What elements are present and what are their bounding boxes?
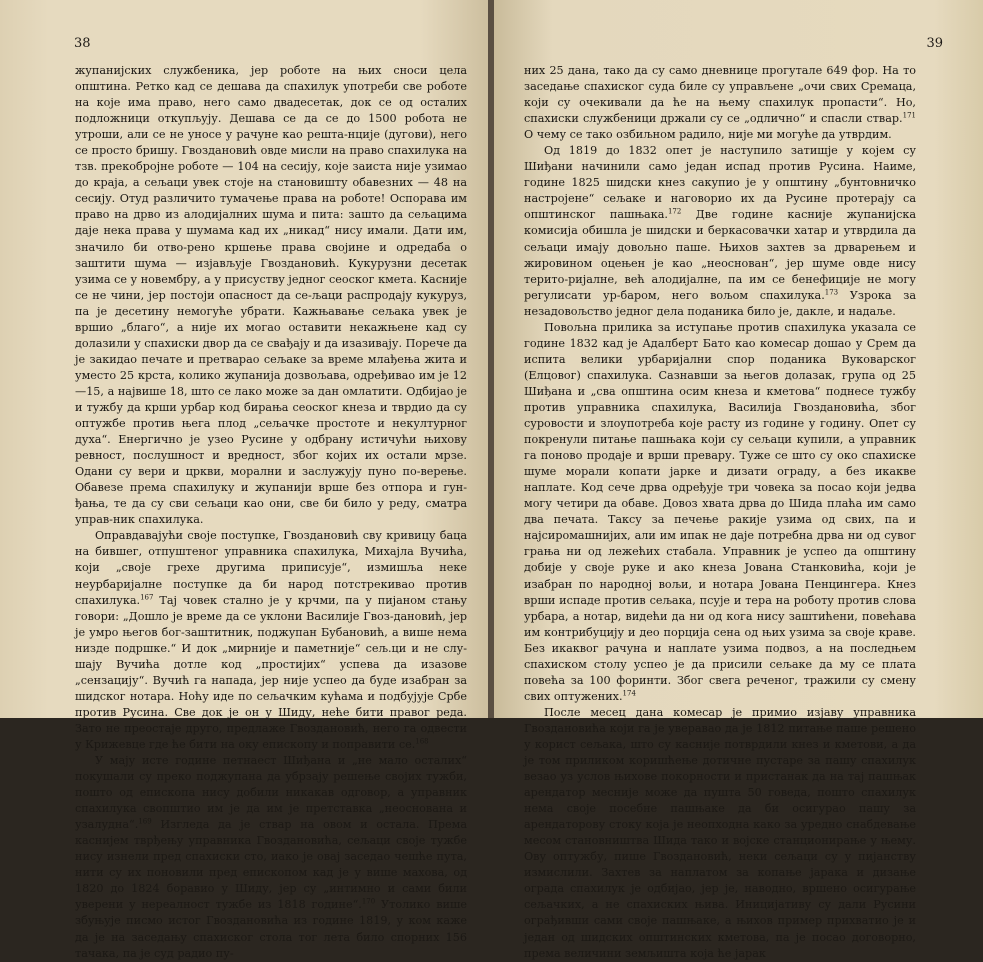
paragraph: Повољна прилика за иступање против спахилука указала се године 1832 кад је Адалберт Бато као комесар дошао у Срем да испита велики урбаријални спор поданика Вуковарског (Елцовог) спахилука. Сазнавши за његов долазак, група од 25 Шиђана и „сва општина осим кнеза и кметова“ поднесе тужбу против управника спахилука, Василија Гвоздановића, због суровости и злоупотреба које расту из године у годину. Опет су покренули питање пашњака који су сељаци купили, а управник га поново продаје и врши превару. Туже се што су око спахиске шуме морали копати јарке и дизати ограду, а без икакве наплате. Код сече дрва одређује три човека за посао који једва могу четири да обаве. Довоз хвата дрва до Шида плаћа им само два печата. Таксу за печење ракије узима од свих, па и најсиромашнијих, али им ипак не даје потребна дрва ни од сувог грања ни од лежећих стабала. Управник је успео да општину добије у своје руке и ако кнеза Јована Станковића, који је изабран по народној вољи, и нотара Јована Пенцингера. Кнез врши испаде против сељака, псује и тера на роботу против слова урбара, а нотар, видећи да ни од кога нису заштићени, повећава им контрибуцију и део порција сена од њих узима за своје краве. Без икаквог рачуна и наплате узима подвоз, а на последњем спахиском столу успео је да присили сељаке да му се плата повећа за 100 форинти. Због свега реченог, тражили су смену свих оптужених.$^{174}$ [524,320,916,703]
paragraph: Оправдавајући своје поступке, Гвоздановић сву кривицу баца на бившег, отпуштеног управника спахилука, Михајла Вучића, који „своје грехе другима приписује“, измишља неке неурбаријалне поступке да би народ потстрекивао против спахилука.$^{167}$ Тај човек стално је у крчми, па у пијаном стању говори: „Дошло је време да се уклони Василије Гвоз-дановић, јер је умро његов бог-заштитник, поджупан Бубановић, а више нема низде подршке.“ И док „мирније и паметније“ сељ.ци и не слу-шају Вучића дотле код „простијих“ успева да изазове „сензацију“. Вучић га напада, јер није успео да буде изабран за шидског нотара. Ноћу иде по сељачким кућама и подбујује Србе против Русина. Све док је он у Шиду, неће бити правог реда. Зато не преостаје друго, предлаже Гвоздановић, него га одвести у Крижевце где ће бити на оку епископу и поправити се.$^{168}$ [75,529,467,751]
paragraph: Од 1819 до 1832 опет је наступило затишје у којем су Шиђани начинили само један испад против Русина. Наиме, године 1825 шидски кнез сакупио је у општину „бунтовничко настројене“ сељаке и наговорио их да Русине протерају са општинског пашњака.$^{172}$ Две године касније жупанијска комисија обишла је шидски и беркасовачки хатар и утврдила да сељаци имају довољно паше. Њихов захтев за дрварењем и жировином оцењен је као „неоснован“, јер шуме овде нису терито-ријалне, већ алодијалне, па им се бенефиције не могу регулисати ур-баром, него вољом спахилука.$^{173}$ Узрока за незадовољство једног дела поданика било је, дакле, и надаље. [524,144,917,318]
paragraph: После месец дана комесар је примио изјаву управника Гвоздановића који га је уверавао да је 1812 питање паше решено у корист сељака, што су касније потврдили кнез и кметови, а да је том приликом коришћење дотичне пустаре за пашу спахилук везао уз услов њихове покорности и пристанак да на тај пашњак арендатор месније може да пушта 50 говеда, пошто спахилук нема своје посебне пашњаке да би осигурао пашу за арендаторову стоку која је неопходна како за уредно снабдевање месом становништва Шида тако и војске станционирање у њему. Ову оптужбу, пише Гвоздановић, неки сељаци су у пијанству измислили. Захтев за наплатом за копање јарака и дизање ограда спахилук је одбијао, јер је, наводно, вршено осигурање сељачких, а не спахиских њива. Иницијативу су дали Русини ограђивши сами своје пашњаке, а њихов пример прихватио је и један од шидских општинских кметова, па је посао договорно, према величини земљишта која ће јарак [524,705,916,960]
right-page [494,0,983,960]
footnote-marker: 168 [415,737,429,746]
paragraph: них 25 дана, тако да су само дневнице прогутале 649 фор. На то заседање спахиског суда биле су управљене „очи свих Сремаца, који су очекивали да ће на њему спахилук пропасти“. Но, спахиски службеници држали су се „одлично“ и спасли ствар.$^{171}$ О чему се тако озбиљном радило, није ми могуће да утврдим. [524,64,916,142]
footnote-marker: 167 [140,592,154,601]
right-page-text [524,63,916,962]
page-number-right: 39 [926,36,943,51]
footnote-marker: 174 [622,689,636,698]
page-number-left: 38 [74,36,91,51]
footnote-marker: 170 [361,897,376,906]
footnote-marker: 173 [824,287,839,296]
footnote-marker: 172 [667,207,682,216]
paragraph: У мају исте године петнаест Шиђана и „не мало осталих“ покушали су преко поджупана да убрзају решење својих тужби, пошто од епископа нису добили никакав одговор, а управник спахилука свопштио им је да им је претставка „неоснована и узалудна“.$^{169}$ Изгледа да је ствар на овом и остала. Према каснијем тврђењу управника Гвоздановића, сељаци своје тужбе нису изнели пред спахиски сто, иако је овај заседао чешће пута, нити су их поновили пред епископом кад је у више махова, од 1820 до 1824 боравио у Шиду, јер су „интимно и сами били уверени у нереалност тужбе из 1818 године“.$^{170}$ Утолико више збуњује писмо истог Гвоздановића из године 1819, у ком каже да је на заседању спахиског стола тог лета било спорних 156 тачака, па је суд радио пу- [75,754,467,960]
paragraph: жупанијских службеника, јер роботе на њих сноси цела општина. Ретко кад се дешава да спахилук употреби све роботе на које има право, него само двадесетак, док се од осталих подложници откупљују. Дешава се да се до 1500 робота не утроши, али се не уносе у рачуне као решта-нције (дугови), него се просто бришу. Гвоздановић овде мисли на право спахилука на тзв. прекобројне роботе — 104 на сесију, које заиста није узимао до краја, а сељаци увек стоје на становишту обавезних — 48 на сесију. Отуд различито тумачење права на роботе! Оспорава им право на дрво из алодијалних шума и пита: зашто да сељацима даје нека права у шумама кад их „никад“ нису имали. Дати им, значило би отво-рено кршење права својине и одредаба о заштити шума — изјављује Гвоздановић. Кукурузни десетак узима се у новембру, а у присуству једног сеоског кмета. Касније се не чини, јер постоји опасност да се-љаци распродају кукуруз, па је десетину немогуће убрати. Кажњавање сељака увек је вршио „благо“, а није их могао оставити некажњене кад су долазили у спахиски двор да се свађају и да изазивају. Порече да је закидао печате и претварао сељаке за време млађења жита и уместо 25 крста, колико жупанија дозвољава, одређивао им је 12—15, а највише 18, што се лако може за дан омлатити. Одбијао је и тужбу да крши урбар код бирања сеоског кнеза и тврдио да су оптужбе против њега плод „сељачке простоте и некултурног духа“. Енергично је узео Русине у одбрану истичући њихову ревност, послушност и вредност, због којих их остали мрзе. Одани су вери и цркви, морални и заслужују пуно по-верење. Обавезе према спахилуку и жупанији врше без отпора и гун-ђања, те да су сви сељаци као они, све би било у реду, сматра управ-ник спахилука. [75,64,467,527]
left-page-text [75,63,467,962]
footnote-marker: 169 [138,817,152,826]
footnote-marker: 171 [902,111,916,120]
left-page [0,0,488,960]
